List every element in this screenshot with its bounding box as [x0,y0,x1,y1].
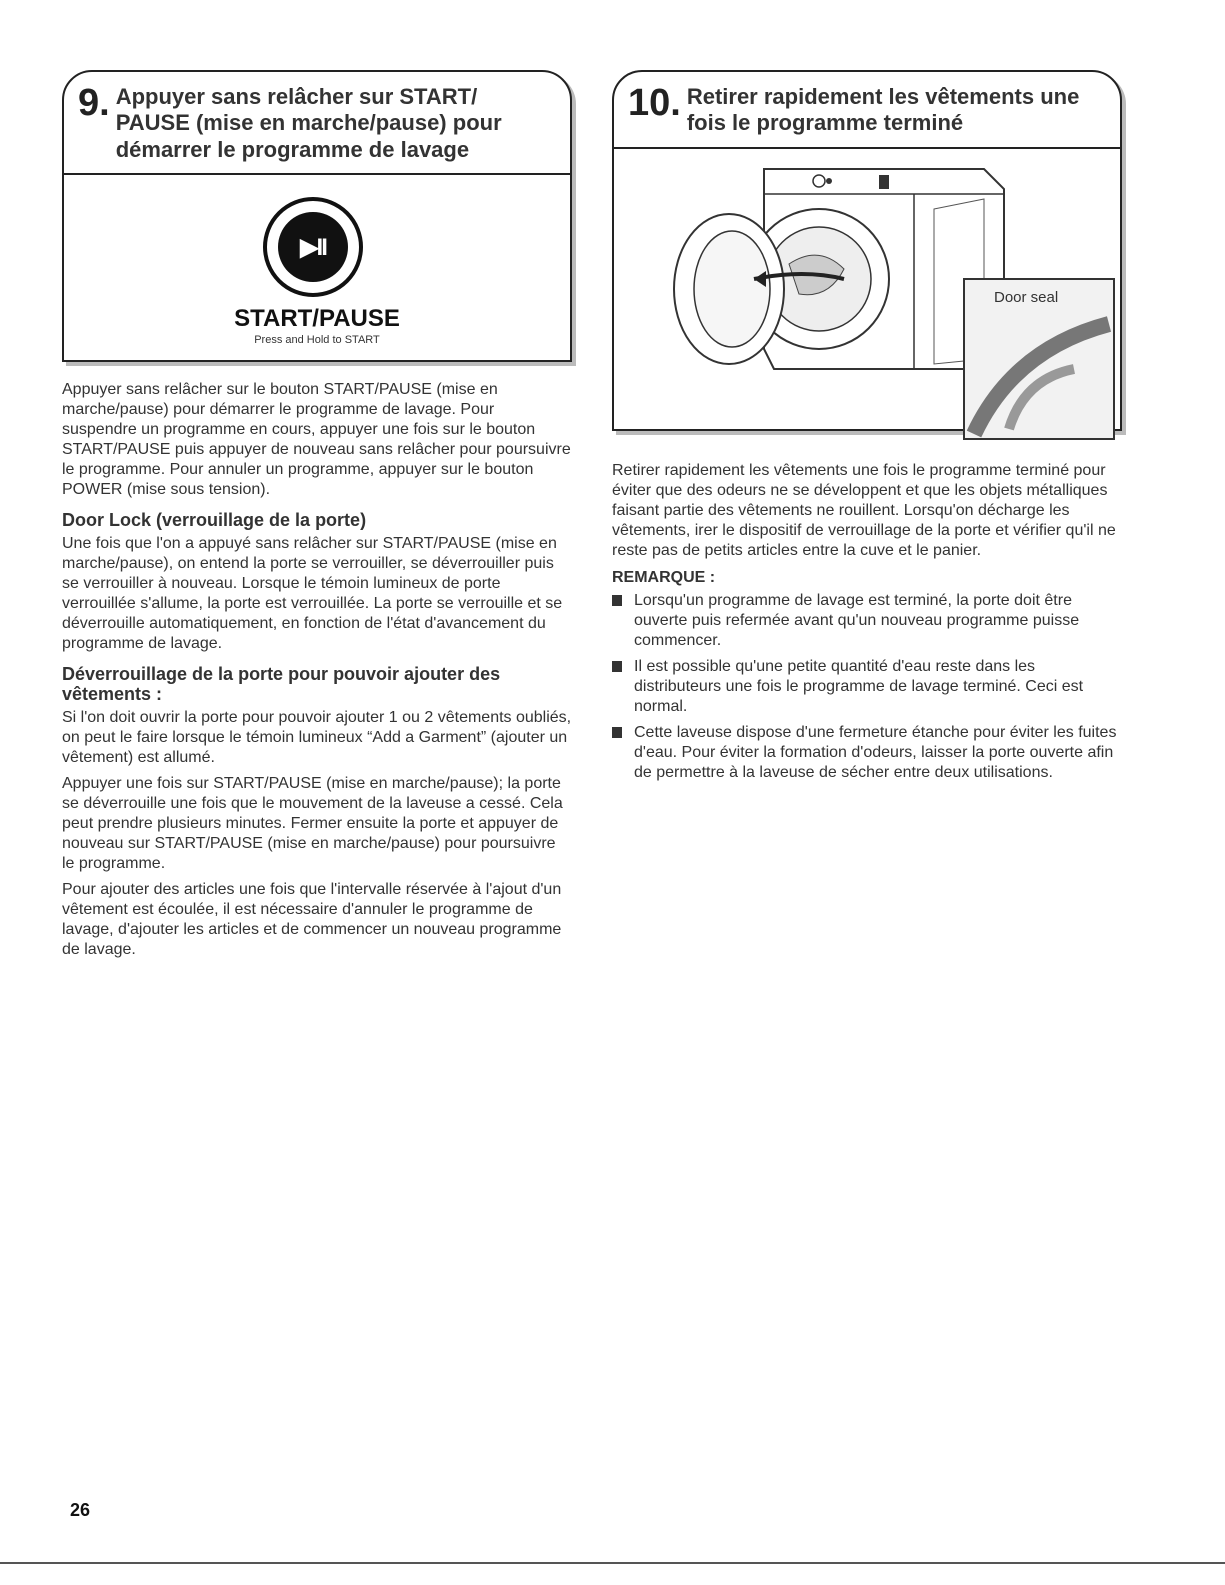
bullet-icon [612,595,622,606]
page-number: 26 [70,1500,91,1520]
door-lock-heading: Door Lock (verrouillage de la porte) [62,510,367,531]
step-9-title: Appuyer sans relâcher sur START/ PAUSE (mise en marche/pause) pour démarrer le programme de lavage [115,84,502,162]
unlock-paragraph-1: Si l'on doit ouvrir la porte pour pouvoir ajouter 1 ou 2 vêtements oubliés, on peut le faire lorsque le témoin lumineux “Add a Garment” (ajouter un vêtement) est allumé. [62,709,572,767]
start-pause-sublabel: Press and Hold to START [254,334,380,347]
step-9-number: 9. [78,82,110,124]
door-lock-text: Une fois que l'on a appuyé sans relâcher sur START/PAUSE (mise en marche/pause), on entend la porte se verrouiller, se déverrouiller puis se verrouiller à nouveau. Lorsque le témoin lumineux de porte verrouillée s'allume, la porte est verrouillée. La porte se verrouille et se déverrouille automatiquement, en fonction de l'état d'avancement du programme de lavage. [62,535,563,653]
step-9-box [62,70,572,362]
start-pause-illustration [64,175,570,360]
list-item: Il est possible qu'une petite quantité d'eau reste dans les distributeurs une fois le programme de lavage terminé. Ceci est normal. [612,657,1122,717]
step-9-intro: Appuyer sans relâcher sur le bouton START/PAUSE (mise en marche/pause) pour démarrer le programme de lavage. Pour suspendre un programme en cours, appuyer une fois sur le bouton START/PAUSE puis appuyer de nouveau sans relâcher pour poursuivre le programme. Pour annuler un programme, appuyer sur le bouton POWER (mise sous tension). [62,381,571,499]
remarque-heading: REMARQUE : [612,568,716,586]
washer-illustration [614,149,1120,429]
list-item: Lorsqu'un programme de lavage est terminé, la porte doit être ouverte puis refermée avant qu'un nouveau programme puisse commencer. [612,591,1122,651]
bullet-icon [612,661,622,672]
list-item: Cette laveuse dispose d'une fermeture étanche pour éviter les fuites d'eau. Pour éviter la formation d'odeurs, laisser la porte ouverte afin de permettre à la laveuse de sécher entre deux utilisations. [612,723,1122,783]
step-10-body [612,461,1122,783]
step-10-intro: Retirer rapidement les vêtements une fois le programme terminé pour éviter que des odeurs ne se développent et que les objets métalliques faisant partie des vêtements ne rouillent. Lorsqu'on décharge les vêtements, irer le dispositif de verrouillage de la porte et vérifier qu'il ne reste pas de petits articles entre la cuve et le panier. [612,461,1116,559]
bottom-rule [0,1562,1225,1564]
step-10-header [614,72,1120,149]
unlock-heading: Déverrouillage de la porte pour pouvoir ajouter des vêtements : [62,664,501,705]
step-10-box [612,70,1122,431]
step-10-column [612,70,1122,789]
step-9-column [62,70,572,966]
play-pause-glyph: ▶II [278,212,348,282]
step-9-body [62,380,572,960]
step-10-title: Retirer rapidement les vêtements une fois le programme terminé [686,84,1080,136]
door-seal-label: Door seal [994,288,1059,306]
remarque-list [612,591,1122,783]
step-10-number: 10. [628,82,681,124]
unlock-paragraph-3: Pour ajouter des articles une fois que l'intervalle réservée à l'ajout d'un vêtement est écoulée, il est nécessaire d'annuler le programme de lavage, d'ajouter les articles et de commencer un nouveau programme de lavage. [62,881,562,959]
play-pause-icon [263,197,363,297]
start-pause-label: START/PAUSE [234,305,400,333]
step-9-header [64,72,570,175]
unlock-paragraph-2: Appuyer une fois sur START/PAUSE (mise en marche/pause); la porte se déverrouille une fois que le mouvement de la laveuse a cessé. Cela peut prendre plusieurs minutes. Fermer ensuite la porte et appuyer de nouveau sur START/PAUSE (mise en marche/pause) pour poursuivre le programme. [62,775,563,873]
bullet-icon [612,727,622,738]
